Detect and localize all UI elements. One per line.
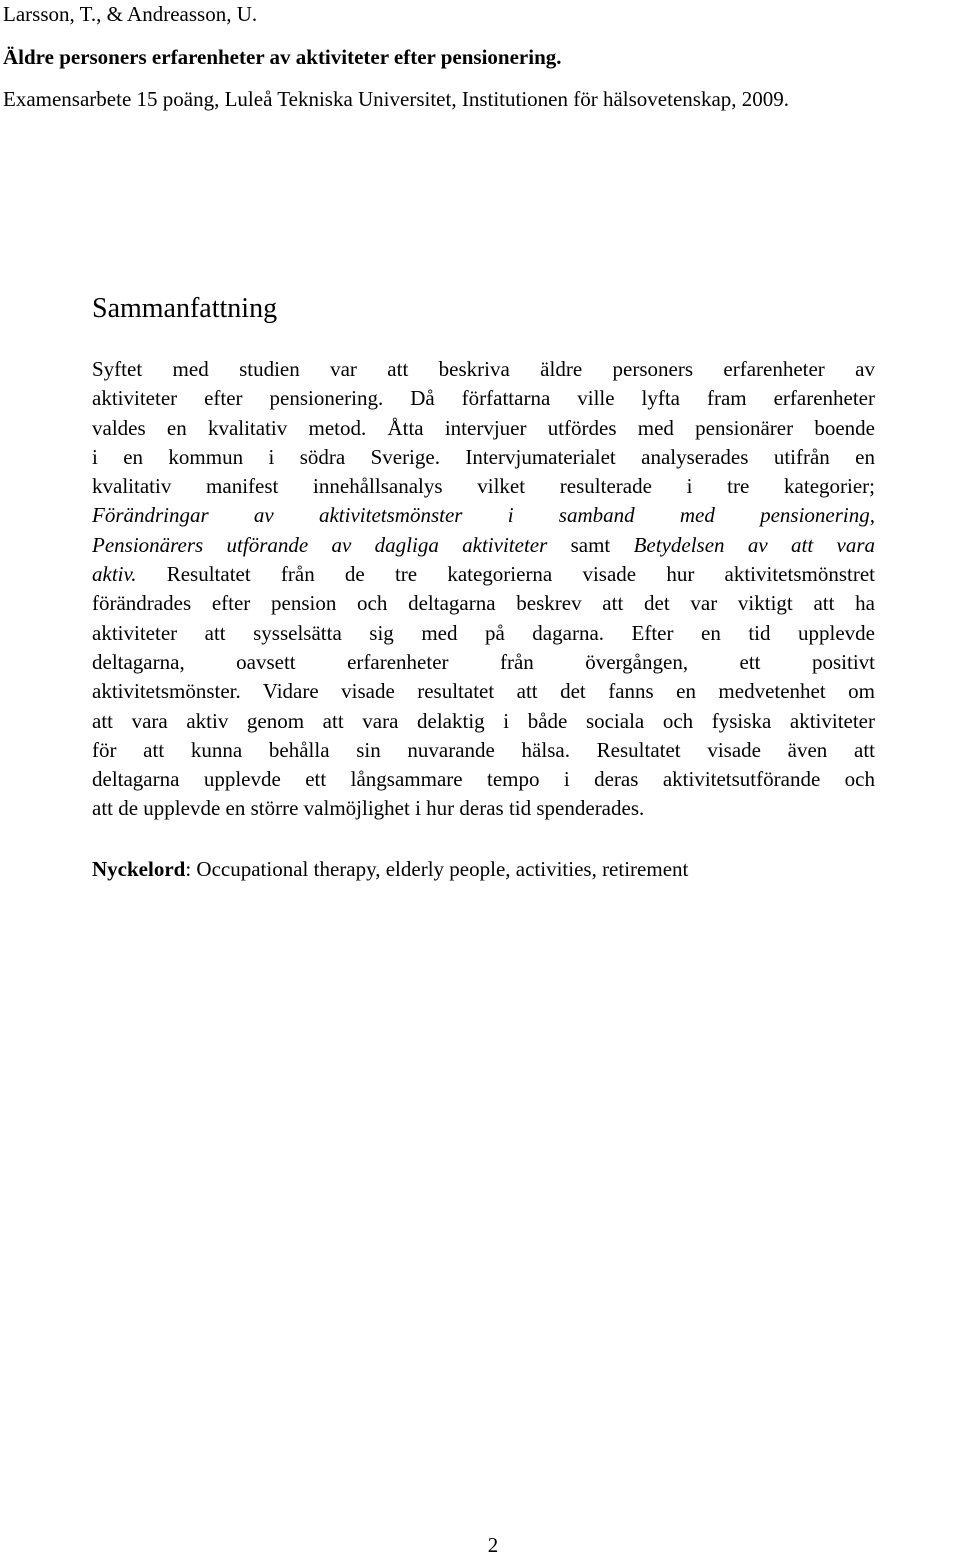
category-three-end: aktiv. [92, 562, 137, 587]
abstract-line: i en kommun i södra Sverige. Intervjumaterialet analyserades utifrån en [92, 444, 875, 469]
abstract-line: förändrades efter pension och deltagarna beskrev att det var viktigt att ha [92, 591, 875, 616]
abstract-text: Resultatet från de tre kategorierna visade hur aktivitetsmönstret [136, 562, 875, 587]
section-heading: Sammanfattning [92, 293, 278, 324]
keywords-label: Nyckelord [92, 857, 186, 881]
category-two: Pensionärers utförande av dagliga aktiviteter [92, 532, 548, 557]
citation-authors: Larsson, T., & Andreasson, U. [3, 2, 258, 26]
abstract-line: deltagarna upplevde ett långsammare tempo i deras aktivitetsutförande och [92, 767, 875, 792]
keywords-separator: : [185, 857, 197, 881]
abstract-line: aktiviteter att sysselsätta sig med på dagarna. Efter en tid upplevde [92, 620, 875, 645]
citation-header [3, 4, 953, 110]
abstract-line: aktiviteter efter pensionering. Då författarna ville lyfta fram erfarenheter [92, 386, 875, 411]
category-one: Förändringar av aktivitetsmönster i samband med pensionering, [92, 503, 875, 528]
conjunction: samt [547, 532, 634, 557]
keywords-terms: Occupational therapy, elderly people, activities, retirement [196, 857, 689, 881]
keywords [92, 855, 688, 884]
page-number: 2 [487, 1533, 499, 1557]
abstract-line: för att kunna behålla sin nuvarande hälsa. Resultatet visade även att [92, 737, 875, 762]
citation-source: Examensarbete 15 poäng, Luleå Tekniska Universitet, Institutionen för hälsovetenskap, 2009. [3, 87, 790, 111]
abstract-line [92, 501, 875, 530]
abstract-line: att vara aktiv genom att vara delaktig i både sociala och fysiska aktiviteter [92, 708, 875, 733]
abstract-line: Syftet med studien var att beskriva äldre personers erfarenheter av [92, 357, 875, 381]
abstract-line [92, 560, 875, 589]
abstract-line: aktivitetsmönster. Vidare visade resultatet att det fanns en medvetenhet om [92, 679, 875, 704]
abstract-line: kvalitativ manifest innehållsanalys vilket resulterade i tre kategorier; [92, 474, 875, 499]
abstract-line: deltagarna, oavsett erfarenheter från övergången, ett positivt [92, 649, 875, 674]
citation-title: Äldre personers erfarenheter av aktiviteter efter pensionering. [3, 44, 562, 69]
category-three: Betydelsen av att vara [633, 532, 875, 557]
abstract-line: att de upplevde en större valmöjlighet i hur deras tid spenderades. [92, 796, 645, 821]
abstract-line: valdes en kvalitativ metod. Åtta intervjuer utfördes med pensionärer boende [92, 415, 875, 440]
abstract-paragraph [92, 355, 875, 824]
abstract-line [92, 531, 875, 560]
